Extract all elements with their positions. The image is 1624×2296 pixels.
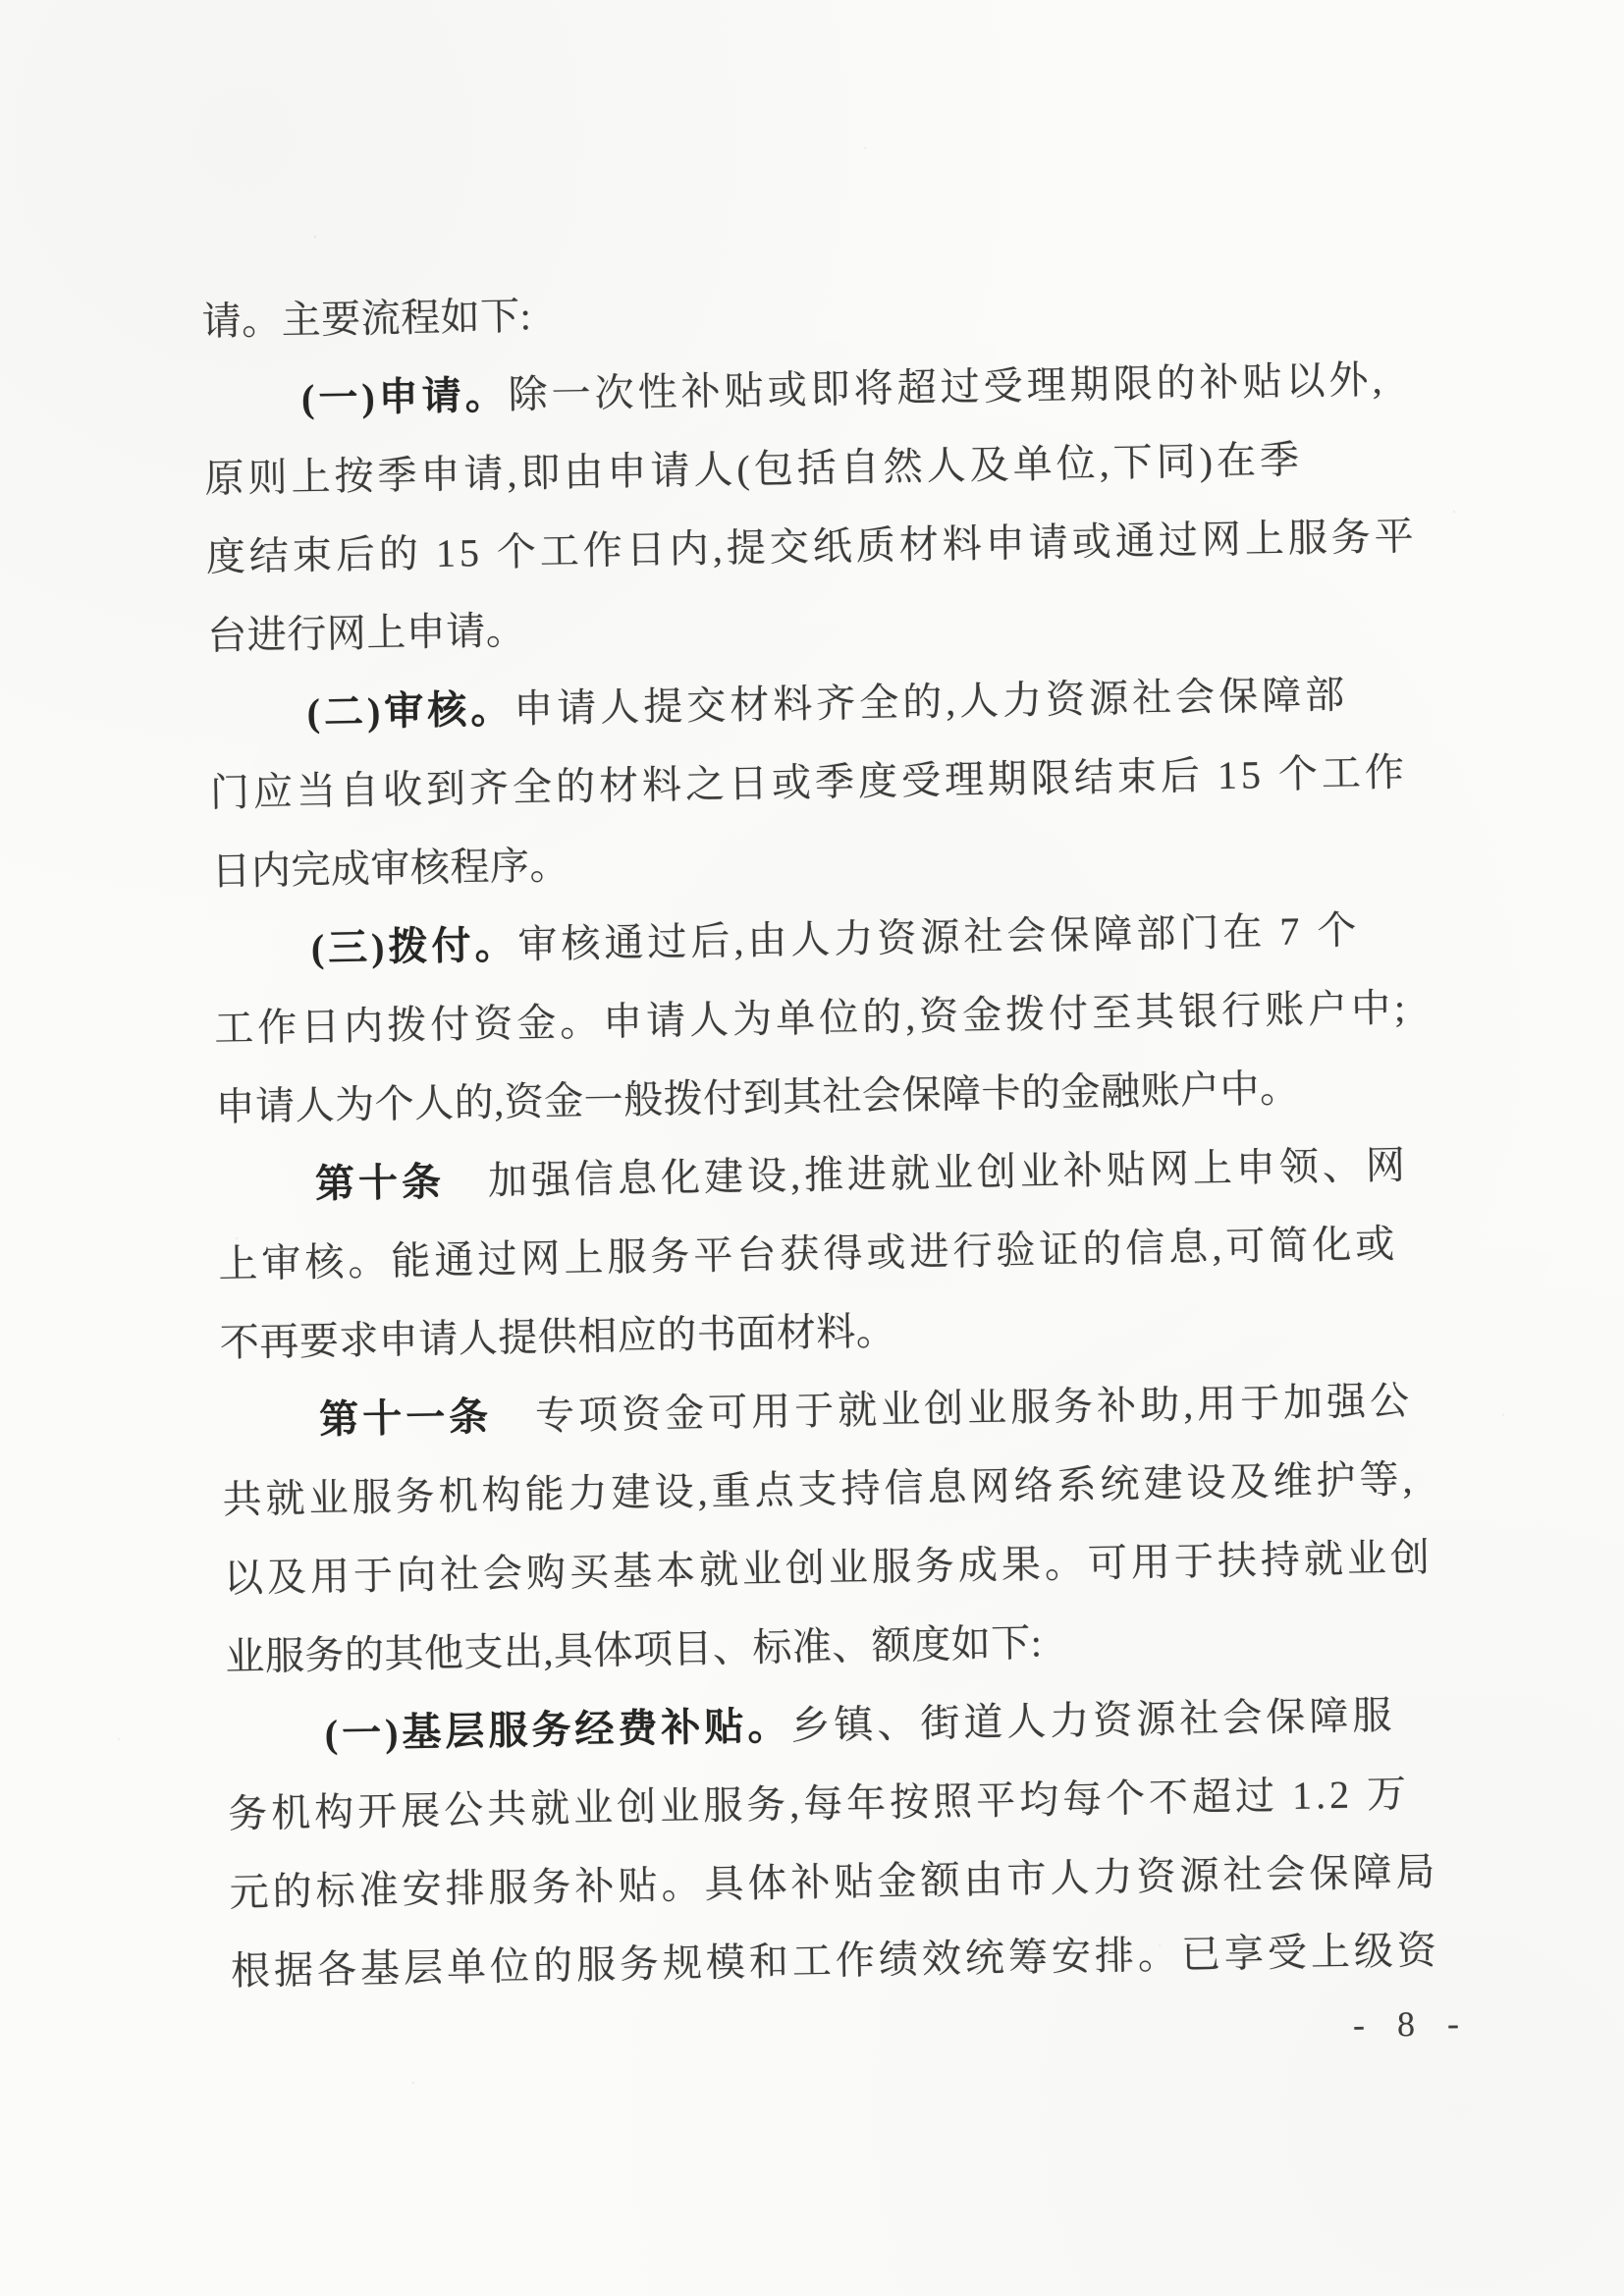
text-run: 申请人为个人的,资金一般拨付到其社会保障卡的金融账户中。 [215,1066,1300,1129]
text-run: 日内完成审核程序。 [211,843,570,894]
text-run: 门应当自收到齐全的材料之日或季度受理期限结束后 15 个工作 [209,749,1409,815]
text-run: 乡镇、街道人力资源社会保障服 [789,1692,1396,1748]
bold-run: (三)拨付。 [310,922,518,971]
text-run: 台进行网上申请。 [206,608,526,658]
text-run: 共就业服务机构能力建设,重点支持信息网络系统建设及维护等, [222,1456,1417,1522]
text-run: 务机构开展公共就业创业服务,每年按照平均每个不超过 1.2 万 [227,1771,1411,1836]
text-run: 工作日内拨付资金。申请人为单位的,资金拨付至其银行账户中; [213,985,1410,1051]
text-run: 以及用于向社会购买基本就业创业服务成果。可用于扶持就业创 [223,1535,1435,1601]
text-run: 根据各基层单位的服务规模和工作绩效统筹安排。已享受上级资 [230,1928,1441,1994]
text-run: 不再要求申请人提供相应的书面材料。 [219,1308,896,1365]
bold-run: 第十条 [314,1159,446,1207]
text-run: 除一次性补贴或即将超过受理期限的补贴以外, [508,356,1386,417]
text-run: 申请人提交材料齐全的,人力资源社会保障部 [513,672,1349,732]
text-run: 审核通过后,由人力资源社会保障部门在 7 个 [517,907,1361,967]
bold-run: 第十一条 [318,1394,493,1443]
text-run: 专项资金可用于就业创业服务补助,用于加强公 [491,1378,1414,1440]
bold-run: (一)申请。 [300,372,510,421]
text-run: 原则上按季申请,即由申请人(包括自然人及单位,下同)在季 [204,437,1304,501]
document-body [201,260,1528,2011]
page-number: - 8 - [1352,2003,1472,2045]
bold-run: (二)审核。 [306,686,514,736]
text-run: 元的标准安排服务补贴。具体补贴金额由市人力资源社会保障局 [229,1849,1439,1915]
text-run: 业服务的其他支出,具体项目、标准、额度如下: [225,1620,1043,1679]
text-run: 请。主要流程如下: [201,294,532,344]
text-run: 加强信息化建设,推进就业创业补贴网上申领、网 [444,1142,1410,1204]
scan-noise [0,0,2,2]
text-run: 度结束后的 15 个工作日内,提交纸质材料申请或通过网上服务平 [205,514,1419,579]
text-run: 上审核。能通过网上服务平台获得或进行验证的信息,可简化或 [218,1221,1399,1286]
bold-run: (一)基层服务经费补贴。 [324,1703,791,1757]
